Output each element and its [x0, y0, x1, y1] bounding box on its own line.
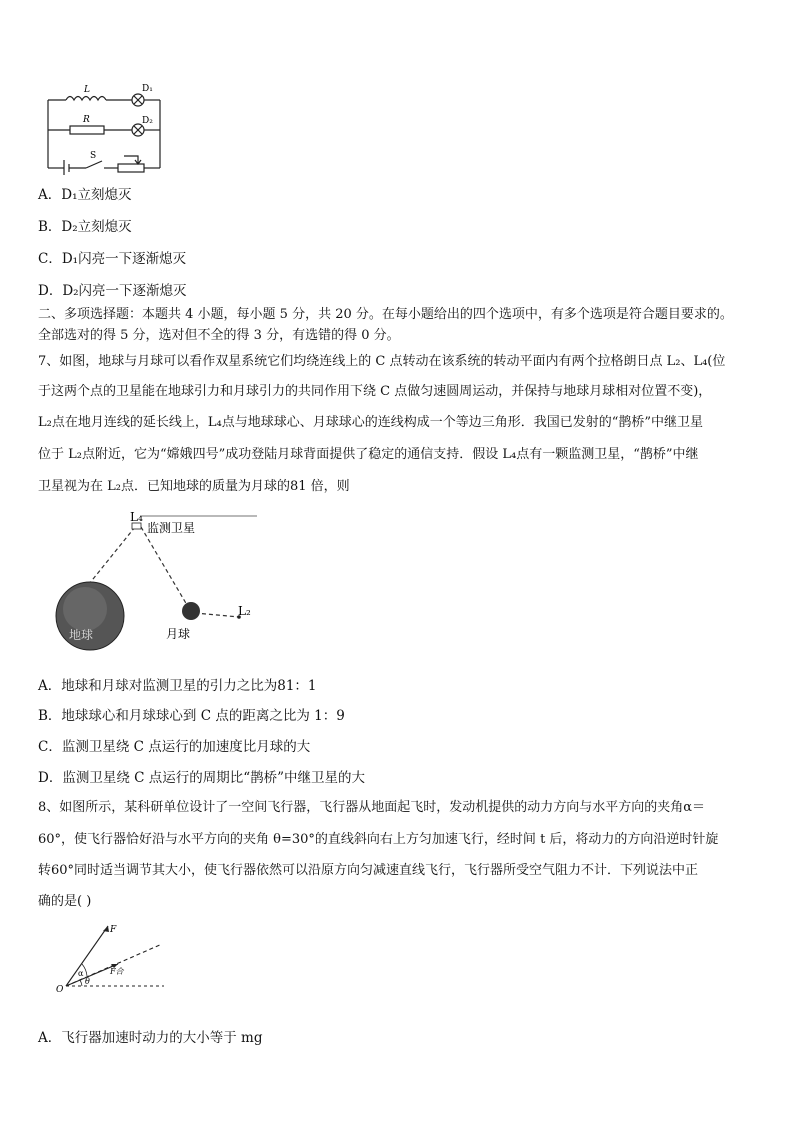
force-f-label: F: [110, 925, 117, 935]
q7-option-d: D．监测卫星绕 C 点运行的周期比“鹊桥”中继卫星的大: [38, 770, 366, 786]
l2-label: L₂: [238, 604, 251, 618]
q8-text-line-2: 60°，使飞行器恰好沿与水平方向的夹角 θ=30°的直线斜向右上方匀加速飞行，经时间 t 后，将动力的方向沿逆时针旋: [38, 832, 719, 847]
inductor-label: L: [84, 85, 90, 95]
q8-text-line-1: 8、如图所示，某科研单位设计了一空间飞行器，飞行器从地面起飞时，发动机提供的动力方向与水平方向的夹角α＝: [38, 800, 706, 815]
resistor-label: R: [83, 115, 90, 125]
origin-label: O: [56, 985, 64, 995]
moon-icon: [182, 602, 200, 620]
lamp-d2-label: D₂: [142, 116, 153, 126]
q7-option-a: A．地球和月球对监测卫星的引力之比为81：1: [38, 678, 317, 694]
q7-text-line-3: L₂点在地月连线的延长线上，L₄点与地球球心、月球球心的连线构成一个等边三角形．我国已发射的“鹊桥”中继卫星: [38, 415, 703, 430]
theta-label: θ: [85, 977, 90, 986]
q8-text-line-4: 确的是( ): [38, 894, 92, 909]
q7-option-c: C．监测卫星绕 C 点运行的加速度比月球的大: [38, 739, 311, 755]
q6-option-c: C．D₁闪亮一下逐渐熄灭: [38, 251, 187, 267]
alpha-label: α: [78, 969, 84, 978]
q7-option-b: B．地球球心和月球球心到 C 点的距离之比为 1：9: [38, 708, 345, 724]
q7-text-line-5: 卫星视为在 L₂点．已知地球的质量为月球的81 倍，则: [38, 479, 350, 494]
q8-option-a: A．飞行器加速时动力的大小等于 mg: [38, 1030, 263, 1046]
l4-label: L₄: [130, 510, 143, 524]
section-2-title-line-2: 全部选对的得 5 分，选对但不全的得 3 分，有选错的得 0 分。: [38, 328, 400, 343]
moon-label: 月球: [166, 627, 191, 641]
q7-text-line-2: 于这两个点的卫星能在地球引力和月球引力的共同作用下绕 C 点做匀速圆周运动，并保持与地球月球相对位置不变)，: [38, 384, 712, 399]
q7-text-line-4: 位于 L₂点附近，它为“嫦娥四号”成功登陆月球背面提供了稳定的通信支持．假设 L₄点有一颗监测卫星，“鹊桥”中继: [38, 447, 699, 462]
satellite-label: 监测卫星: [147, 521, 196, 535]
force-diagram: [52, 920, 172, 1010]
q8-text-line-3: 转60°同时适当调节其大小，使飞行器依然可以沿原方向匀减速直线飞行，飞行器所受空气阻力不计．下列说法中正: [38, 863, 699, 878]
q7-text-line-1: 7、如图，地球与月球可以看作双星系统它们均绕连线上的 C 点转动在该系统的转动平面内有两个拉格朗日点 L₂、L₄(位: [38, 354, 726, 369]
q6-option-b: B．D₂立刻熄灭: [38, 219, 132, 235]
lagrange-point-figure: [45, 505, 275, 665]
net-force-label: F合: [110, 967, 124, 976]
earth-label: 地球: [69, 628, 94, 642]
circuit-diagram: [40, 80, 170, 175]
section-2-title-line-1: 二、多项选择题：本题共 4 小题，每小题 5 分，共 20 分。在每小题给出的四个选项中，有多个选项是符合题目要求的。: [38, 307, 733, 322]
lamp-d1-label: D₁: [142, 84, 153, 94]
q6-option-a: A．D₁立刻熄灭: [38, 187, 132, 203]
switch-label: S: [90, 151, 97, 161]
q6-option-d: D．D₂闪亮一下逐渐熄灭: [38, 283, 187, 299]
